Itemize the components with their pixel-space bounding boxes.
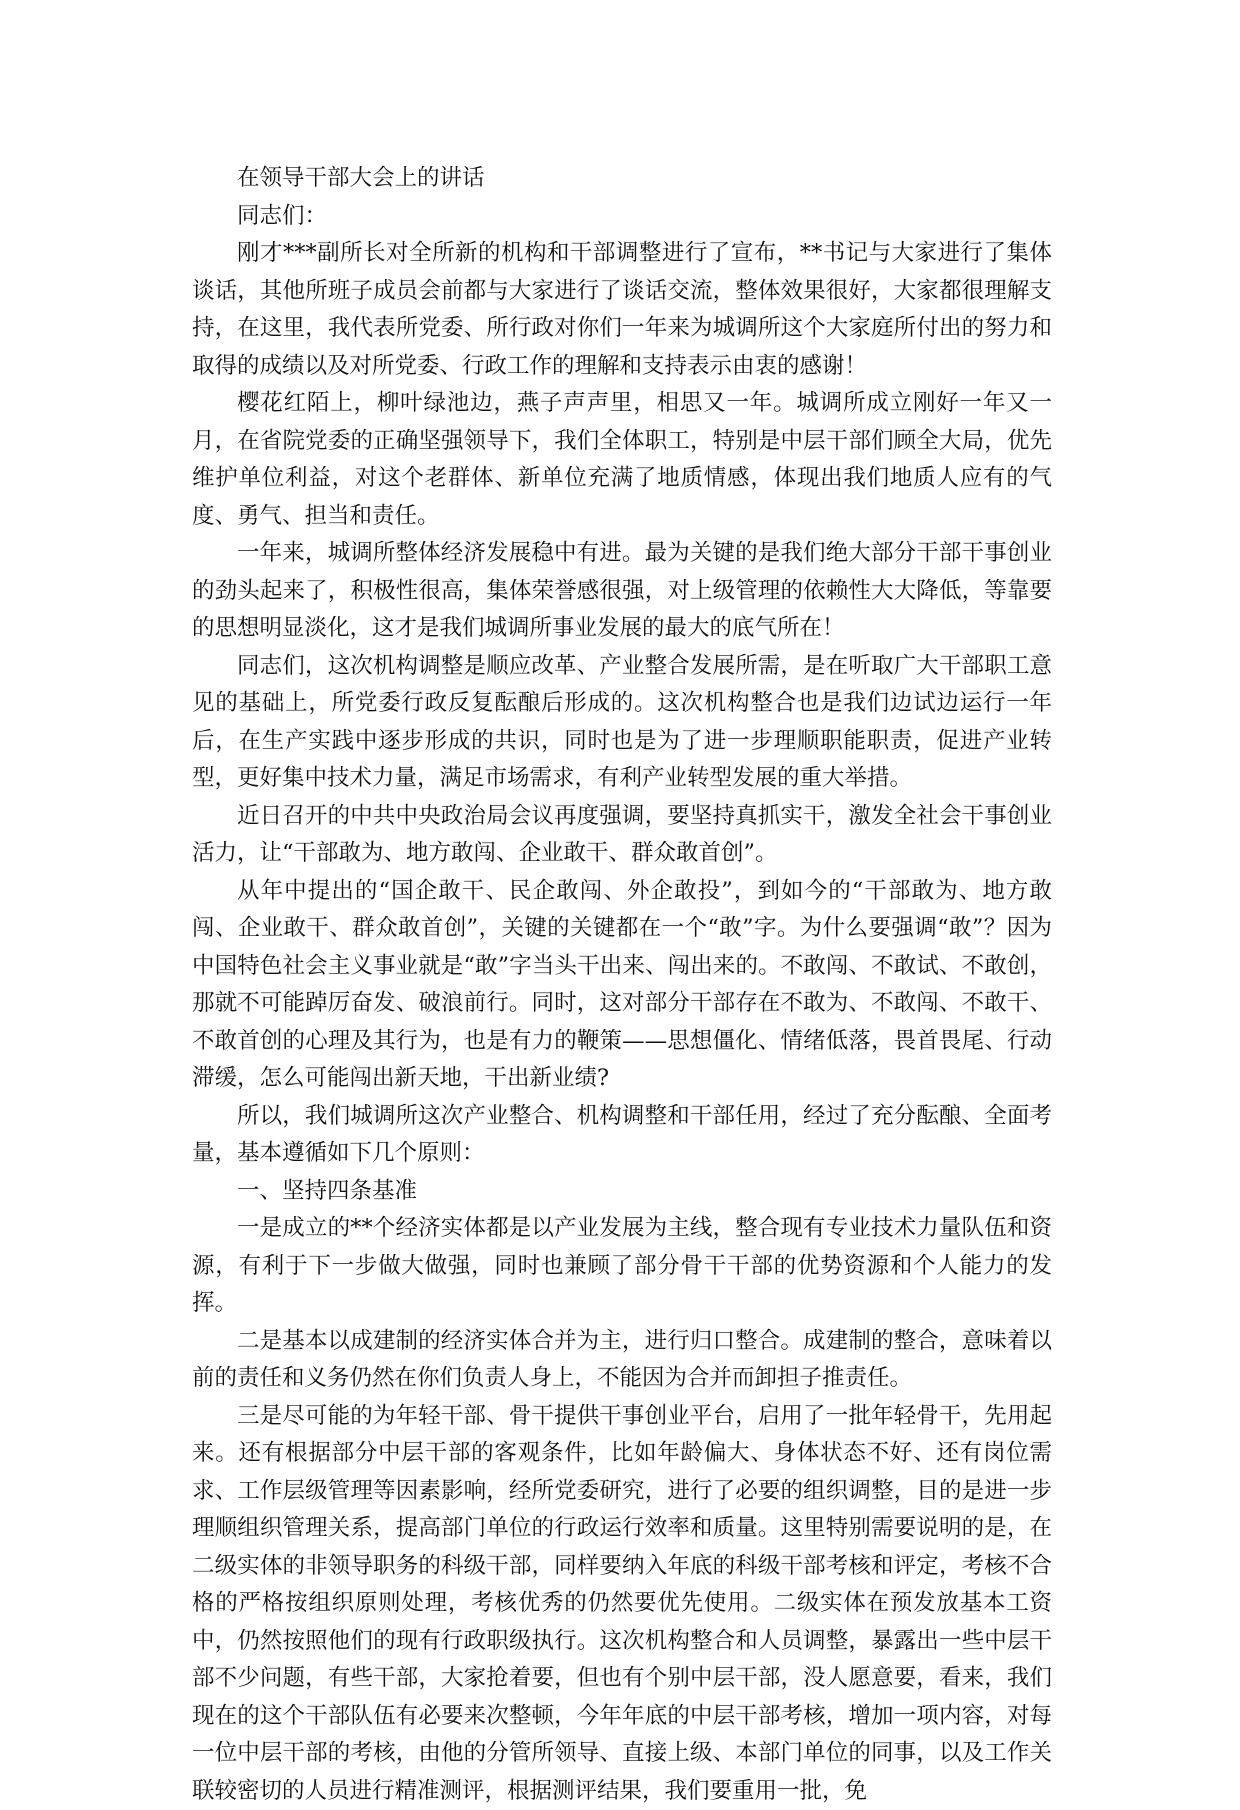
- speech-title: 在领导干部大会上的讲话: [192, 160, 1052, 198]
- section-heading-1: 一、坚持四条基准: [192, 1173, 1052, 1211]
- speech-body: [192, 160, 1052, 1810]
- paragraph-10: 三是尽可能的为年轻干部、骨干提供干事创业平台，启用了一批年轻骨干，先用起来。还有根据部分中层干部的客观条件，比如年龄偏大、身体状态不好、还有岗位需求、工作层级管理等因素影响，经所党委研究，进行了必要的组织调整，目的是进一步理顺组织管理关系，提高部门单位的行政运行效率和质量。这里特别需要说明的是，在二级实体的非领导职务的科级干部，同样要纳入年底的科级干部考核和评定，考核不合格的严格按组织原则处理，考核优秀的仍然要优先使用。二级实体在预发放基本工资中，仍然按照他们的现有行政职级执行。这次机构整合和人员调整，暴露出一些中层干部不少问题，有些干部，大家抢着要，但也有个别中层干部，没人愿意要，看来，我们现在的这个干部队伍有必要来次整顿，今年年底的中层干部考核，增加一项内容，对每一位中层干部的考核，由他的分管所领导、直接上级、本部门单位的同事，以及工作关联较密切的人员进行精准测评，根据测评结果，我们要重用一批，免: [192, 1398, 1052, 1810]
- paragraph-6: 从年中提出的“国企敢干、民企敢闯、外企敢投”，到如今的“干部敢为、地方敢闯、企业敢干、群众敢首创”，关键的关键都在一个“敢”字。为什么要强调“敢”？因为中国特色社会主义事业就是“敢”字当头干出来、闯出来的。不敢闯、不敢试、不敢创，那就不可能踔厉奋发、破浪前行。同时，这对部分干部存在不敢为、不敢闯、不敢干、不敢首创的心理及其行为，也是有力的鞭策——思想僵化、情绪低落，畏首畏尾、行动滞缓，怎么可能闯出新天地，干出新业绩?: [192, 873, 1052, 1098]
- paragraph-8: 一是成立的**个经济实体都是以产业发展为主线，整合现有专业技术力量队伍和资源，有利于下一步做大做强，同时也兼顾了部分骨干干部的优势资源和个人能力的发挥。: [192, 1210, 1052, 1323]
- salutation: 同志们：: [192, 198, 1052, 236]
- paragraph-5: 近日召开的中共中央政治局会议再度强调，要坚持真抓实干，激发全社会干事创业活力，让“干部敢为、地方敢闯、企业敢干、群众敢首创”。: [192, 798, 1052, 873]
- paragraph-4: 同志们，这次机构调整是顺应改革、产业整合发展所需，是在听取广大干部职工意见的基础上，所党委行政反复酝酿后形成的。这次机构整合也是我们边试边运行一年后，在生产实践中逐步形成的共识，同时也是为了进一步理顺职能职责，促进产业转型，更好集中技术力量，满足市场需求，有利产业转型发展的重大举措。: [192, 648, 1052, 798]
- paragraph-9: 二是基本以成建制的经济实体合并为主，进行归口整合。成建制的整合，意味着以前的责任和义务仍然在你们负责人身上，不能因为合并而卸担子推责任。: [192, 1323, 1052, 1398]
- paragraph-7: 所以，我们城调所这次产业整合、机构调整和干部任用，经过了充分酝酿、全面考量，基本遵循如下几个原则：: [192, 1098, 1052, 1173]
- paragraph-1: 刚才***副所长对全所新的机构和干部调整进行了宣布，**书记与大家进行了集体谈话，其他所班子成员会前都与大家进行了谈话交流，整体效果很好，大家都很理解支持，在这里，我代表所党委、所行政对你们一年来为城调所这个大家庭所付出的努力和取得的成绩以及对所党委、行政工作的理解和支持表示由衷的感谢！: [192, 235, 1052, 385]
- paragraph-2: 樱花红陌上，柳叶绿池边，燕子声声里，相思又一年。城调所成立刚好一年又一月，在省院党委的正确坚强领导下，我们全体职工，特别是中层干部们顾全大局，优先维护单位利益，对这个老群体、新单位充满了地质情感，体现出我们地质人应有的气度、勇气、担当和责任。: [192, 385, 1052, 535]
- paragraph-3: 一年来，城调所整体经济发展稳中有进。最为关键的是我们绝大部分干部干事创业的劲头起来了，积极性很高，集体荣誉感很强，对上级管理的依赖性大大降低，等靠要的思想明显淡化，这才是我们城调所事业发展的最大的底气所在！: [192, 535, 1052, 648]
